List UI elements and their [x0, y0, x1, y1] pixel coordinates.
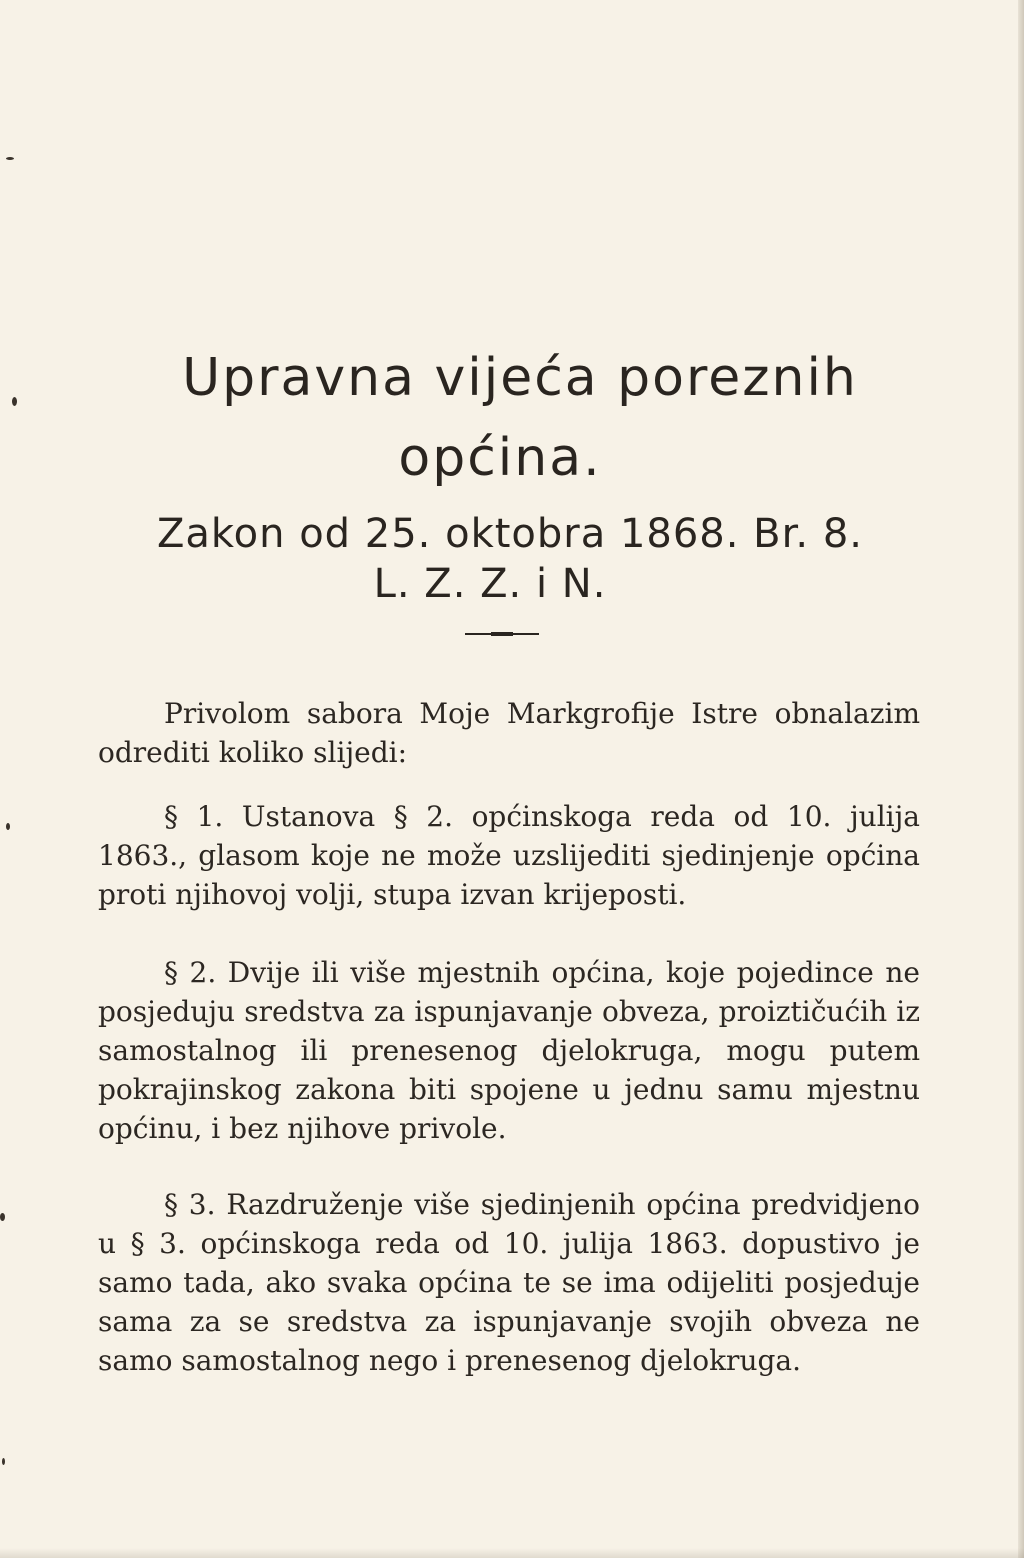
law-reference-line-2: L. Z. Z. i N.	[373, 561, 607, 607]
ink-speck	[0, 1213, 5, 1221]
page-title-line-1: Upravna vijeća poreznih	[182, 348, 858, 408]
ink-speck	[2, 1458, 5, 1465]
page-bottom-shadow	[0, 1548, 1024, 1558]
paragraph-section-1: § 1. Ustanova § 2. općinskoga reda od 10. julija 1863., glasom koje ne može uzslijediti sjedinjenje općina proti njihovoj volji, stupa izvan krijeposti.	[98, 800, 920, 911]
law-reference-line-1: Zakon od 25. oktobra 1868. Br. 8.	[157, 511, 863, 557]
ink-speck	[6, 157, 14, 160]
paragraph-section-2: § 2. Dvije ili više mjestnih općina, koje pojedince ne posjeduju sredstva za ispunjavanje obveza, proiztičućih iz samostalnog ili prenesenog djelokruga, mogu putem pokrajinskog zakona biti spojene u jednu samu mjestnu općinu, i bez njihove privole.	[98, 956, 920, 1145]
paragraph-intro: Privolom sabora Moje Markgrofije Istre obnalazim odrediti koliko slijedi:	[98, 697, 920, 769]
page-edge	[1018, 0, 1024, 1558]
paragraph-section-3: § 3. Razdruženje više sjedinjenih općina predvidjeno u § 3. općinskoga reda od 10. julija 1863. dopustivo je samo tada, ako svaka općina te se ima odijeliti posjeduje sama za se sredstva za ispunjavanje svojih obveza ne samo samostalnog nego i prenesenog djelokruga.	[98, 1188, 920, 1377]
ink-speck	[6, 823, 10, 830]
ink-speck	[12, 397, 17, 406]
page-title-line-2: općina.	[398, 428, 602, 488]
section-divider	[465, 633, 539, 635]
